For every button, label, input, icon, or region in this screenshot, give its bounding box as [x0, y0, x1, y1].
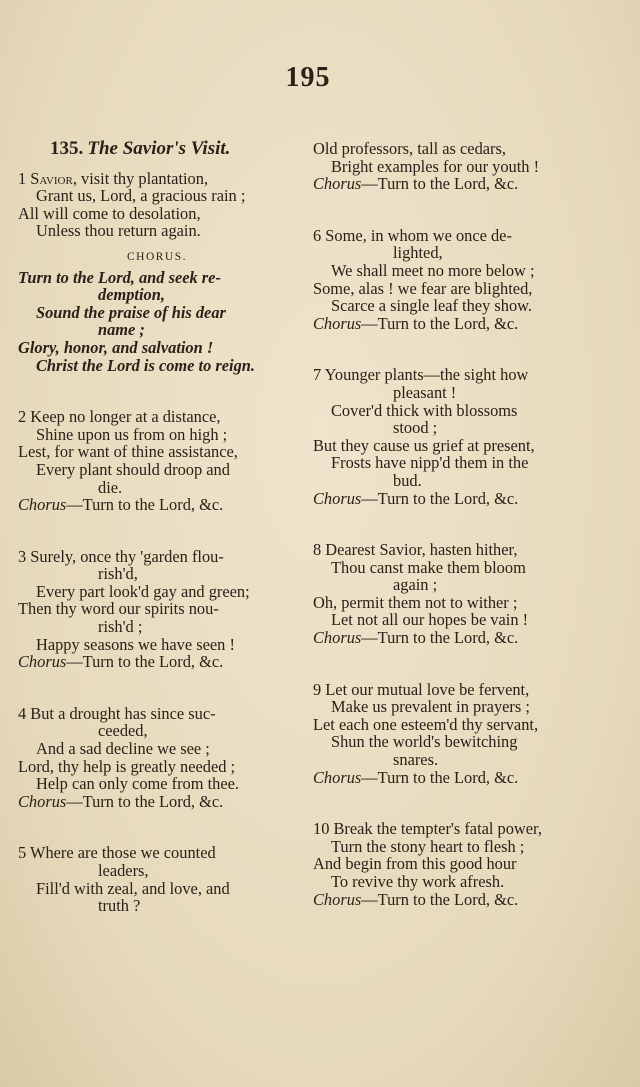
verse-line: Make us prevalent in prayers ; [331, 697, 530, 717]
verse-line: truth ? [98, 896, 141, 916]
stanza-3 [18, 548, 296, 671]
verse-line: leaders, [98, 861, 149, 880]
chorus-line: Glory, honor, and salvation ! [18, 337, 214, 357]
verse-line: Unless thou return again. [36, 221, 201, 241]
verse-line: 8 Dearest Savior, hasten hither, [313, 540, 518, 560]
stanza-10 [313, 820, 593, 908]
chorus-label: Chorus [313, 488, 362, 508]
stanza-4 [18, 705, 296, 811]
chorus-label: Chorus [313, 628, 362, 648]
refrain-text: —Turn to the Lord, &c. [66, 652, 224, 672]
verse-line: die. [98, 477, 123, 497]
refrain-text: —Turn to the Lord, &c. [66, 791, 224, 811]
chorus-label: Chorus [313, 174, 362, 194]
stanza-number: 1 [18, 168, 31, 188]
verse-line: 10 Break the tempter's fatal power, [313, 819, 542, 839]
verse-line: rish'd ; [98, 617, 143, 637]
verse-line: again ; [393, 575, 438, 595]
verse-line: And begin from this good hour [313, 854, 517, 874]
refrain-text: —Turn to the Lord, &c. [66, 495, 224, 515]
verse-line: Let each one esteem'd thy servant, [313, 714, 539, 734]
verse-line: Frosts have nipp'd them in the [331, 453, 529, 473]
verse-line: 6 Some, in whom we once de- [313, 225, 512, 245]
verse-line: Then thy word our spirits nou- [18, 599, 219, 619]
refrain-text: —Turn to the Lord, &c. [361, 767, 519, 787]
verse-line: 5 Where are those we counted [18, 843, 216, 863]
hymn-number: 135. [50, 138, 84, 159]
verse-line: Oh, permit them not to wither ; [313, 592, 518, 612]
verse-line: 7 Younger plants—the sight how [313, 365, 529, 385]
verse-line: But they cause us grief at present, [313, 435, 535, 455]
verse-line: Grant us, Lord, a gracious rain ; [36, 186, 246, 206]
refrain-text: —Turn to the Lord, &c. [361, 628, 519, 648]
stanza-5-continued [313, 140, 593, 193]
chorus-line: Turn to the Lord, and seek re- [18, 267, 221, 287]
chorus-label: Chorus [313, 313, 362, 333]
verse-line: 2 Keep no longer at a distance, [18, 407, 221, 427]
stanza-7 [313, 366, 593, 507]
verse-line: 9 Let our mutual love be fervent, [313, 679, 530, 699]
chorus-label: Chorus [313, 767, 362, 787]
first-word: Savior [30, 168, 73, 188]
verse-line: Help can only come from thee. [36, 774, 239, 794]
chorus-line: Christ the Lord is come to reign. [36, 355, 256, 375]
refrain-text: —Turn to the Lord, &c. [361, 313, 519, 333]
verse-line: bud. [393, 470, 422, 490]
refrain-text: —Turn to the Lord, &c. [361, 174, 519, 194]
verse-line: Some, alas ! we fear are blighted, [313, 278, 533, 298]
verse-line: 3 Surely, once thy 'garden flou- [18, 546, 224, 566]
verse-line: Lord, thy help is greatly needed ; [18, 756, 236, 776]
verse-line: Let not all our hopes be vain ! [331, 610, 529, 630]
verse-line: pleasant ! [393, 382, 457, 402]
chorus-label: Chorus [18, 652, 67, 672]
verse-line: Every plant should droop and [36, 459, 230, 479]
stanza-5 [18, 844, 296, 914]
right-column [313, 140, 593, 908]
page-number: 195 [285, 62, 331, 93]
left-column [18, 140, 296, 915]
refrain-text: —Turn to the Lord, &c. [361, 889, 519, 909]
chorus-line: Sound the praise of his dear [36, 302, 226, 322]
verse-line: Cover'd thick with blossoms [331, 400, 518, 420]
chorus-line: name ; [98, 320, 145, 340]
verse-line: All will come to desolation, [18, 203, 201, 223]
refrain-text: —Turn to the Lord, &c. [361, 488, 519, 508]
verse-line: stood ; [393, 418, 438, 438]
verse-line: Shun the world's bewitching [331, 732, 518, 752]
verse-line: rish'd, [98, 564, 138, 584]
stanza-9 [313, 681, 593, 787]
verse-line: Lest, for want of thine assistance, [18, 442, 238, 462]
verse-line: snares. [393, 750, 439, 770]
hymn-name: The Savior's Visit. [87, 138, 231, 159]
verse-line: Thou canst make them bloom [331, 557, 526, 577]
verse-line: , visit thy plantation, [72, 168, 209, 188]
verse-line: Every part look'd gay and green; [36, 581, 250, 601]
chorus [18, 269, 296, 375]
chorus-label: Chorus [18, 791, 67, 811]
verse-line: Turn the stony heart to flesh ; [331, 836, 525, 856]
verse-line: ceeded, [98, 721, 148, 741]
verse-line: lighted, [393, 243, 443, 263]
verse-line: Shine upon us from on high ; [36, 424, 228, 444]
stanza-2 [18, 408, 296, 514]
stanza-1 [18, 170, 296, 240]
chorus-label: Chorus [18, 495, 67, 515]
stanza-8 [313, 541, 593, 647]
chorus-line: demption, [98, 285, 165, 305]
verse-line: 4 But a drought has since suc- [18, 703, 216, 723]
hymn-title [18, 140, 296, 158]
stanza-6 [313, 227, 593, 333]
verse-line: Scarce a single leaf they show. [331, 296, 533, 316]
chorus-heading: CHORUS. [126, 250, 188, 263]
verse-line: We shall meet no more below ; [331, 260, 535, 280]
verse-line: Happy seasons we have seen ! [36, 634, 235, 654]
verse-line: Old professors, tall as cedars, [313, 139, 506, 158]
verse-line: Bright examples for our youth ! [331, 156, 540, 176]
chorus-label: Chorus [313, 889, 362, 909]
verse-line: Fill'd with zeal, and love, and [36, 878, 230, 898]
verse-line: And a sad decline we see ; [36, 739, 210, 759]
verse-line: To revive thy work afresh. [331, 872, 505, 891]
